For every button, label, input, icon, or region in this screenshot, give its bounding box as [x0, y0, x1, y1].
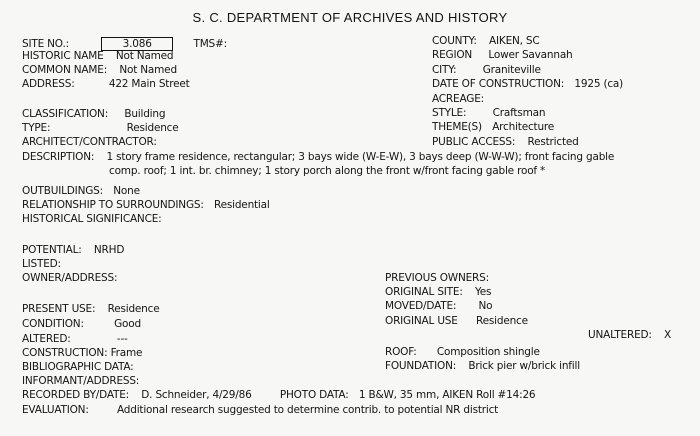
tms-label: TMS#: [193, 38, 227, 50]
original-site-row [385, 286, 491, 298]
type-label: TYPE: [22, 122, 51, 134]
access-label: PUBLIC ACCESS: [432, 136, 516, 148]
historic-name-value: Not Named [115, 50, 174, 62]
original-use-row [385, 315, 528, 327]
common-name-value: Not Named [119, 64, 177, 76]
address-row [22, 78, 190, 90]
moved-label: MOVED/DATE: [385, 300, 457, 312]
recorded-row [22, 389, 535, 401]
potential-value: NRHD [93, 244, 125, 256]
architect-label: ARCHITECT/CONTRACTOR: [22, 136, 157, 148]
region-label: REGION [432, 49, 473, 61]
owner-label: OWNER/ADDRESS: [22, 272, 118, 284]
potential-label: POTENTIAL: [22, 244, 82, 256]
bibliographic-label: BIBLIOGRAPHIC DATA: [22, 361, 134, 373]
moved-value: No [478, 300, 493, 312]
evaluation-row [22, 404, 498, 416]
present-use-label: PRESENT USE: [22, 303, 96, 315]
outbuildings-value: None [113, 185, 140, 197]
foundation-label: FOUNDATION: [385, 360, 457, 372]
potential-row [22, 244, 124, 256]
classification-label: CLASSIFICATION: [22, 108, 109, 120]
description-label: DESCRIPTION: [22, 151, 95, 163]
condition-label: CONDITION: [22, 318, 84, 330]
altered-row [22, 333, 128, 345]
unaltered-value: X [664, 329, 672, 341]
roof-label: ROOF: [385, 346, 417, 358]
relationship-value: Residential [213, 199, 270, 211]
themes-value: Architecture [492, 121, 555, 133]
classification-value: Building [124, 108, 166, 120]
site-no-row [22, 37, 227, 51]
evaluation-value: Additional research suggested to determine contrib. to potential NR district [116, 404, 499, 416]
historic-name-label: HISTORIC NAME [22, 50, 104, 62]
photo-value: 1 B&W, 35 mm, AIKEN Roll #14:26 [358, 389, 536, 401]
construction-value: Frame [110, 347, 143, 359]
altered-value: --- [116, 333, 128, 345]
city-value: Graniteville [482, 64, 541, 76]
date-value: 1925 (ca) [574, 78, 624, 90]
style-label: STYLE: [432, 107, 467, 119]
informant-label: INFORMANT/ADDRESS: [22, 375, 140, 387]
style-row [432, 107, 545, 119]
date-label: DATE OF CONSTRUCTION: [432, 78, 565, 90]
significance-label: HISTORICAL SIGNIFICANCE: [22, 213, 162, 225]
construction-label: CONSTRUCTION: [22, 347, 108, 359]
classification-row [22, 108, 165, 120]
acreage-label: ACREAGE: [432, 93, 484, 105]
region-row [432, 49, 573, 61]
description-row [22, 151, 614, 163]
original-site-label: ORIGINAL SITE: [385, 286, 463, 298]
region-value: Lower Savannah [488, 49, 573, 61]
county-label: COUNTY: [432, 35, 477, 47]
relationship-label: RELATIONSHIP TO SURROUNDINGS: [22, 199, 204, 211]
recorded-value: D. Schneider, 4/29/86 [141, 389, 252, 401]
condition-row [22, 318, 141, 330]
description-line-2: comp. roof; 1 int. br. chimney; 1 story porch along the front w/front facing gable roof * [109, 165, 546, 177]
historic-name-row [22, 50, 173, 62]
description-line-1: 1 story frame residence, rectangular; 3 bays wide (W-E-W), 3 bays deep (W-W-W); front facing gable [106, 151, 615, 163]
roof-row [385, 346, 540, 358]
city-label: CITY: [432, 64, 457, 76]
address-label: ADDRESS: [22, 78, 75, 90]
unaltered-row [588, 329, 671, 341]
outbuildings-label: OUTBUILDINGS: [22, 185, 103, 197]
altered-label: ALTERED: [22, 333, 71, 345]
county-value: AIKEN, SC [489, 35, 540, 47]
evaluation-label: EVALUATION: [22, 404, 89, 416]
type-value: Residence [126, 122, 179, 134]
themes-label: THEME(S) [432, 121, 482, 133]
condition-value: Good [114, 318, 141, 330]
site-no-value: 3.086 [101, 37, 173, 51]
city-row [432, 64, 541, 76]
outbuildings-row [22, 185, 140, 197]
address-value: 422 Main Street [108, 78, 190, 90]
roof-value: Composition shingle [436, 346, 540, 358]
county-row [432, 35, 540, 47]
form-title: S. C. DEPARTMENT OF ARCHIVES AND HISTORY [192, 10, 508, 25]
foundation-value: Brick pier w/brick infill [468, 360, 580, 372]
access-row [432, 136, 579, 148]
foundation-row [385, 360, 580, 372]
common-name-row [22, 64, 177, 76]
moved-row [385, 300, 492, 312]
original-site-value: Yes [474, 286, 492, 298]
common-name-label: COMMON NAME: [22, 64, 108, 76]
unaltered-label: UNALTERED: [588, 329, 652, 341]
themes-row [432, 121, 554, 133]
site-no-label: SITE NO.: [22, 38, 69, 50]
construction-row [22, 347, 142, 359]
style-value: Craftsman [492, 107, 546, 119]
present-use-value: Residence [107, 303, 160, 315]
listed-label: LISTED: [22, 258, 61, 270]
photo-label: PHOTO DATA: [279, 389, 349, 401]
access-value: Restricted [527, 136, 579, 148]
original-use-label: ORIGINAL USE [385, 315, 458, 327]
previous-owners-label: PREVIOUS OWNERS: [385, 272, 489, 284]
present-use-row [22, 303, 159, 315]
recorded-label: RECORDED BY/DATE: [22, 389, 129, 401]
type-row [22, 122, 179, 134]
relationship-row [22, 199, 270, 211]
original-use-value: Residence [475, 315, 528, 327]
date-row [432, 78, 623, 90]
